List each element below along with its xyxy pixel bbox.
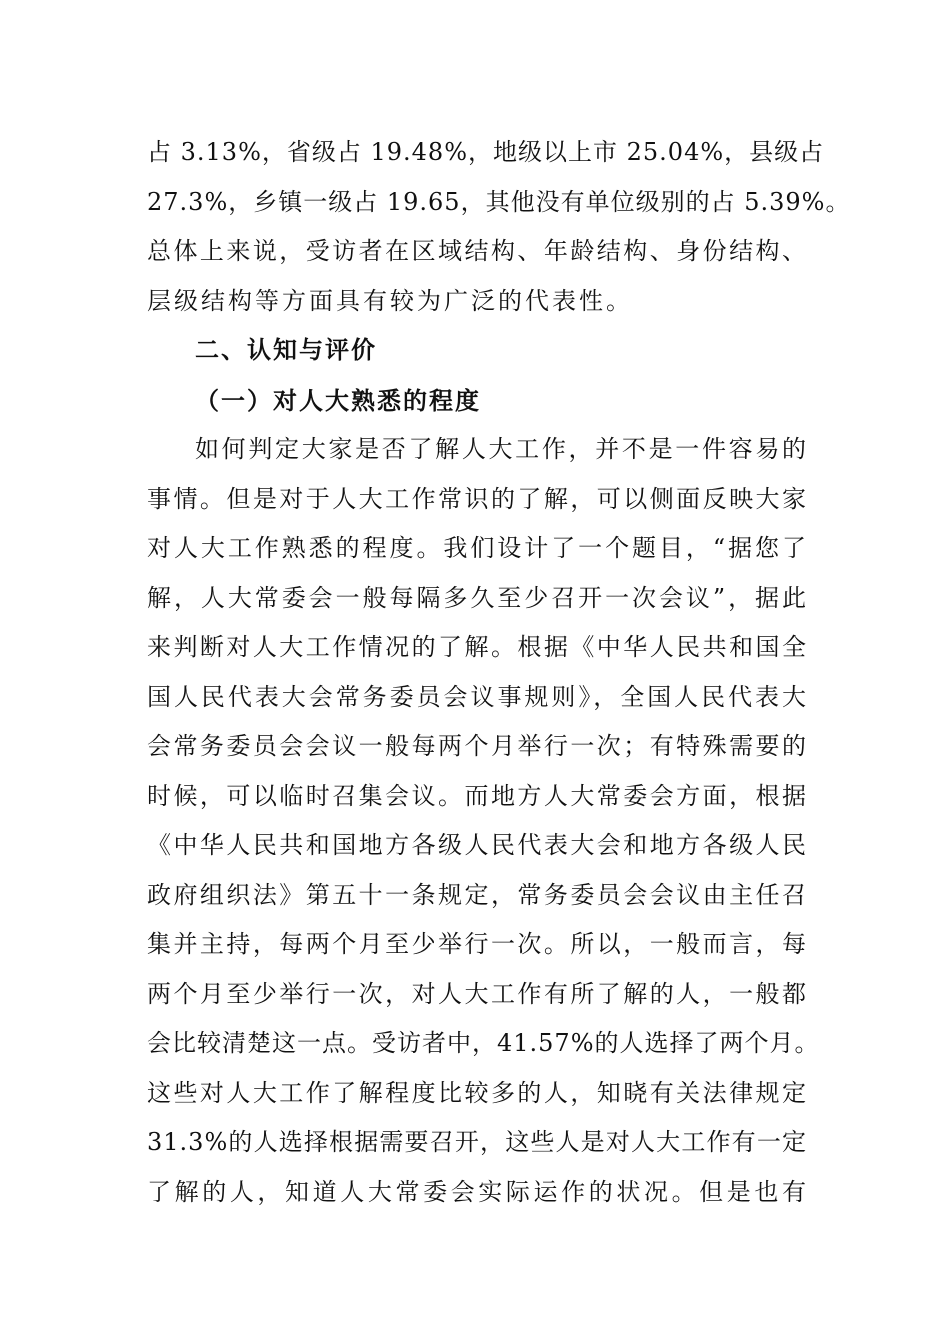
paragraph-line: 如何判定大家是否了解人大工作，并不是一件容易的	[195, 435, 807, 463]
paragraph-line: 层级结构等方面具有较为广泛的代表性。	[147, 286, 633, 315]
paragraph-line: 集并主持，每两个月至少举行一次。所以，一般而言，每	[147, 930, 807, 958]
paragraph-line: 时候，可以临时召集会议。而地方人大常委会方面，根据	[147, 781, 807, 810]
paragraph-line: 来判断对人大工作情况的了解。根据《中华人民共和国全	[147, 633, 807, 661]
paragraph-line: 政府组织法》第五十一条规定，常务委员会会议由主任召	[147, 880, 807, 909]
paragraph-line: 会常务委员会会议一般每两个月举行一次；有特殊需要的	[147, 732, 807, 760]
paragraph-line: 事情。但是对于人大工作常识的了解，可以侧面反映大家	[147, 484, 807, 513]
paragraph-line: 解，人大常委会一般每隔多久至少召开一次会议”，据此	[147, 583, 807, 612]
section-heading: 二、认知与评价	[195, 336, 377, 364]
paragraph-line: 两个月至少举行一次，对人大工作有所了解的人，一般都	[147, 979, 807, 1008]
paragraph-line: 总体上来说，受访者在区域结构、年龄结构、身份结构、	[147, 237, 807, 265]
paragraph-line: 了解的人，知道人大常委会实际运作的状况。但是也有	[147, 1177, 807, 1206]
subsection-heading: （一）对人大熟悉的程度	[195, 385, 481, 415]
paragraph-line: 这些对人大工作了解程度比较多的人，知晓有关法律规定	[147, 1078, 807, 1107]
paragraph-line: 对人大工作熟悉的程度。我们设计了一个题目，“据您了	[147, 534, 807, 562]
document-body	[147, 128, 851, 1217]
paragraph-line: 会比较清楚这一点。受访者中，41.57%的人选择了两个月。	[147, 1029, 820, 1057]
paragraph-line: 27.3%，乡镇一级占 19.65，其他没有单位级别的占 5.39%。	[147, 187, 851, 216]
paragraph-line: 国人民代表大会常务委员会议事规则》，全国人民代表大	[147, 682, 807, 711]
paragraph-line: 占 3.13%，省级占 19.48%，地级以上市 25.04%，县级占	[147, 138, 825, 166]
paragraph-line: 31.3%的人选择根据需要召开，这些人是对人大工作有一定	[147, 1128, 807, 1156]
paragraph-line: 《中华人民共和国地方各级人民代表大会和地方各级人民	[147, 831, 807, 859]
